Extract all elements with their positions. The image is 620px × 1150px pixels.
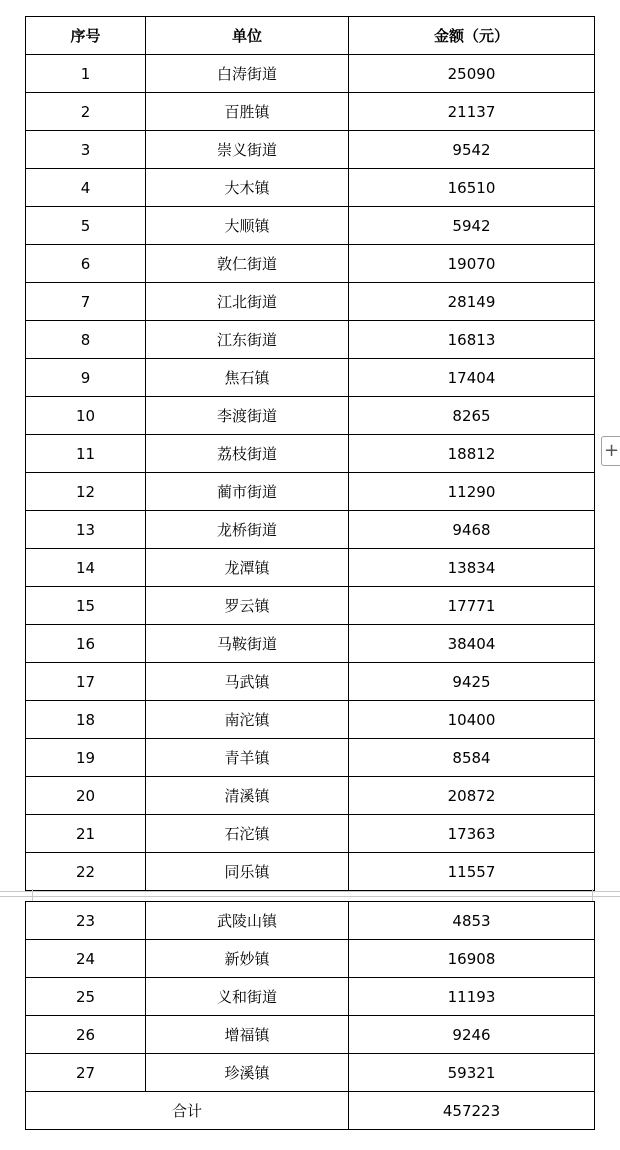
cell-amount[interactable]: 16813 [349,321,595,359]
table-row [26,55,595,93]
cell-index[interactable]: 5 [26,207,146,245]
cell-index[interactable]: 19 [26,739,146,777]
cell-index[interactable]: 3 [26,131,146,169]
cell-index[interactable]: 26 [26,1016,146,1054]
cell-amount[interactable]: 28149 [349,283,595,321]
table-row [26,940,595,978]
cell-index[interactable]: 18 [26,701,146,739]
header-amount[interactable]: 金额（元） [349,17,595,55]
cell-unit[interactable]: 义和街道 [146,978,349,1016]
cell-index[interactable]: 20 [26,777,146,815]
cell-unit[interactable]: 马武镇 [146,663,349,701]
cell-index[interactable]: 2 [26,93,146,131]
cell-unit[interactable]: 蔺市街道 [146,473,349,511]
cell-index[interactable]: 12 [26,473,146,511]
table-row [26,1054,595,1092]
cell-amount[interactable]: 10400 [349,701,595,739]
cell-unit[interactable]: 大顺镇 [146,207,349,245]
cell-index[interactable]: 1 [26,55,146,93]
table-row [26,93,595,131]
table-row [26,359,595,397]
page-break-separator [0,889,620,901]
table-row [26,435,595,473]
table-row [26,473,595,511]
cell-unit[interactable]: 百胜镇 [146,93,349,131]
cell-index[interactable]: 4 [26,169,146,207]
cell-index[interactable]: 11 [26,435,146,473]
cell-amount[interactable]: 17404 [349,359,595,397]
cell-amount[interactable]: 38404 [349,625,595,663]
table-row [26,169,595,207]
table-header-row [26,17,595,55]
cell-unit[interactable]: 敦仁街道 [146,245,349,283]
cell-unit[interactable]: 南沱镇 [146,701,349,739]
cell-index[interactable]: 21 [26,815,146,853]
cell-unit[interactable]: 石沱镇 [146,815,349,853]
table-row [26,739,595,777]
cell-amount[interactable]: 9542 [349,131,595,169]
cell-unit[interactable]: 大木镇 [146,169,349,207]
cell-index[interactable]: 15 [26,587,146,625]
cell-unit[interactable]: 珍溪镇 [146,1054,349,1092]
cell-unit[interactable]: 武陵山镇 [146,902,349,940]
cell-unit[interactable]: 青羊镇 [146,739,349,777]
table-row [26,549,595,587]
table-row [26,587,595,625]
cell-index[interactable]: 8 [26,321,146,359]
cell-unit[interactable]: 龙桥街道 [146,511,349,549]
cell-amount[interactable]: 25090 [349,55,595,93]
table-row [26,245,595,283]
cell-amount[interactable]: 9468 [349,511,595,549]
cell-amount[interactable]: 19070 [349,245,595,283]
cell-amount[interactable]: 5942 [349,207,595,245]
table-row [26,1016,595,1054]
cell-index[interactable]: 7 [26,283,146,321]
total-row [26,1092,595,1130]
cell-unit[interactable]: 清溪镇 [146,777,349,815]
cell-amount[interactable]: 11290 [349,473,595,511]
cell-amount[interactable]: 17771 [349,587,595,625]
cell-unit[interactable]: 崇义街道 [146,131,349,169]
table-row [26,663,595,701]
table-row [26,701,595,739]
header-unit[interactable]: 单位 [146,17,349,55]
cell-index[interactable]: 6 [26,245,146,283]
cell-amount[interactable]: 21137 [349,93,595,131]
cell-index[interactable]: 25 [26,978,146,1016]
cell-amount[interactable]: 11193 [349,978,595,1016]
cell-index[interactable]: 13 [26,511,146,549]
cell-amount[interactable]: 20872 [349,777,595,815]
cell-unit[interactable]: 马鞍街道 [146,625,349,663]
amount-table-page-2 [25,901,595,1130]
cell-index[interactable]: 14 [26,549,146,587]
cell-unit[interactable]: 同乐镇 [146,853,349,891]
table-row [26,511,595,549]
cell-unit[interactable]: 增福镇 [146,1016,349,1054]
cell-amount[interactable]: 16510 [349,169,595,207]
cell-unit[interactable]: 荔枝街道 [146,435,349,473]
cell-amount[interactable]: 16908 [349,940,595,978]
table-row [26,397,595,435]
table-row [26,625,595,663]
cell-index[interactable]: 16 [26,625,146,663]
cell-amount[interactable]: 8584 [349,739,595,777]
table-row [26,853,595,891]
total-amount[interactable]: 457223 [349,1092,595,1130]
table-row [26,283,595,321]
cell-amount[interactable]: 9425 [349,663,595,701]
cell-index[interactable]: 24 [26,940,146,978]
cell-index[interactable]: 23 [26,902,146,940]
table-row [26,815,595,853]
cell-unit[interactable]: 焦石镇 [146,359,349,397]
table-row [26,902,595,940]
cell-amount[interactable]: 17363 [349,815,595,853]
cell-unit[interactable]: 新妙镇 [146,940,349,978]
add-row-plus-icon[interactable]: + [601,436,620,466]
cell-amount[interactable]: 59321 [349,1054,595,1092]
cell-unit[interactable]: 江东街道 [146,321,349,359]
table-row [26,777,595,815]
table-row [26,131,595,169]
amount-table-page-1 [25,16,595,891]
cell-amount[interactable]: 13834 [349,549,595,587]
table-row [26,321,595,359]
cell-unit[interactable]: 江北街道 [146,283,349,321]
cell-index[interactable]: 9 [26,359,146,397]
total-label[interactable]: 合计 [26,1092,349,1130]
cell-index[interactable]: 22 [26,853,146,891]
cell-amount[interactable]: 18812 [349,435,595,473]
cell-index[interactable]: 10 [26,397,146,435]
cell-unit[interactable]: 白涛街道 [146,55,349,93]
header-index[interactable]: 序号 [26,17,146,55]
cell-unit[interactable]: 李渡街道 [146,397,349,435]
table-row [26,978,595,1016]
cell-amount[interactable]: 8265 [349,397,595,435]
cell-amount[interactable]: 11557 [349,853,595,891]
cell-index[interactable]: 17 [26,663,146,701]
table-row [26,207,595,245]
cell-amount[interactable]: 4853 [349,902,595,940]
cell-unit[interactable]: 龙潭镇 [146,549,349,587]
cell-amount[interactable]: 9246 [349,1016,595,1054]
cell-index[interactable]: 27 [26,1054,146,1092]
cell-unit[interactable]: 罗云镇 [146,587,349,625]
